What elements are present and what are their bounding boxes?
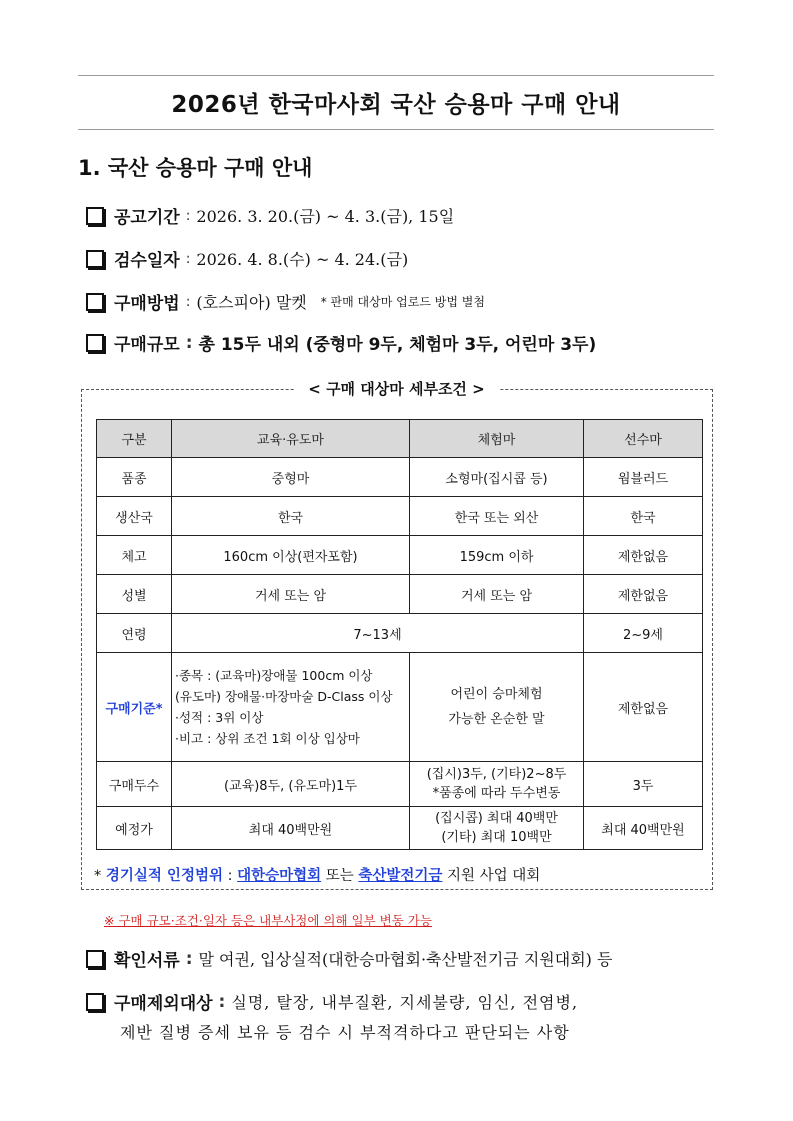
header-experience-horse: 체험마 (410, 420, 584, 458)
table-row-price (97, 807, 703, 850)
footnote-org2: 축산발전기금 (358, 868, 443, 884)
criteria-cell (172, 653, 410, 762)
row-label: 구매두수 (97, 762, 172, 807)
cell: 7~13세 (172, 614, 584, 653)
bullet-documents (86, 946, 612, 971)
document-title: 2026년 한국마사회 국산 승용마 구매 안내 (171, 92, 621, 118)
cell: 제한없음 (584, 575, 703, 614)
cell-line: (집시)3두, (기타)2~8두 (426, 767, 567, 782)
criteria-line: 가능한 온순한 말 (448, 712, 545, 727)
checkbox-bullet-icon (86, 993, 104, 1011)
cell: 거세 또는 암 (410, 575, 584, 614)
header-category: 구분 (97, 420, 172, 458)
criteria-line: ·종목 : (교육마)장애물 100cm 이상 (175, 668, 373, 683)
bullet-period (86, 203, 454, 228)
row-label: 생산국 (97, 497, 172, 536)
cell: 중형마 (172, 458, 410, 497)
inspection-colon: : (185, 250, 191, 267)
table-row-criteria (97, 653, 703, 762)
row-label: 구매기준* (97, 653, 172, 762)
scale-colon: : (185, 332, 193, 353)
period-colon: : (185, 207, 191, 224)
exclusions-continuation: 제반 질병 증세 보유 등 검수 시 부적격하다고 판단되는 사항 (120, 1023, 570, 1042)
period-value: 2026. 3. 20.(금) ~ 4. 3.(금), 15일 (196, 207, 455, 226)
documents-label: 확인서류 (114, 951, 180, 971)
method-value: (호스피아) 말켓 (196, 293, 307, 312)
cell: 한국 (584, 497, 703, 536)
checkbox-bullet-icon (86, 293, 104, 311)
criteria-line: ·성적 : 3위 이상 (175, 710, 264, 725)
exclusions-label: 구매제외대상 (114, 994, 213, 1014)
table-row-height (97, 536, 703, 575)
footnote-colon: : (227, 868, 233, 884)
price-experience-cell (410, 807, 584, 850)
bullet-exclusions (86, 989, 578, 1014)
cell: 한국 또는 외산 (410, 497, 584, 536)
row-label: 체고 (97, 536, 172, 575)
checkbox-bullet-icon (86, 334, 104, 352)
inspection-value: 2026. 4. 8.(수) ~ 4. 24.(금) (196, 250, 409, 269)
count-experience-cell (410, 762, 584, 807)
method-note: * 판매 대상마 업로드 방법 별첨 (320, 295, 485, 309)
change-notice: ※ 구매 규모·조건·일자 등은 내부사정에 의해 일부 변동 가능 (104, 913, 432, 928)
cell: 2~9세 (584, 614, 703, 653)
criteria-line: ·비고 : 상위 조건 1회 이상 입상마 (175, 731, 360, 746)
section-heading: 1. 국산 승용마 구매 안내 (78, 156, 313, 180)
table-header-row (97, 420, 703, 458)
table-row-count (97, 762, 703, 807)
row-label: 예정가 (97, 807, 172, 850)
checkbox-bullet-icon (86, 250, 104, 268)
cell: 160cm 이상(편자포함) (172, 536, 410, 575)
title-top-rule (78, 75, 714, 76)
cell-line: (집시콥) 최대 40백만 (435, 811, 558, 826)
row-label: 성별 (97, 575, 172, 614)
table-row-sex (97, 575, 703, 614)
documents-value: 말 여권, 입상실적(대한승마협회·축산발전기금 지원대회) 등 (198, 950, 613, 969)
cell: 소형마(집시콥 등) (410, 458, 584, 497)
table-row-breed (97, 458, 703, 497)
scale-value: 총 15두 내외 (중형마 9두, 체험마 3두, 어린마 3두) (198, 335, 597, 355)
cell-line: *품종에 따라 두수변동 (432, 786, 561, 801)
footnote-or: 또는 (325, 868, 354, 884)
criteria-line: 어린이 승마체험 (450, 687, 543, 702)
footnote-star: * (94, 868, 102, 884)
criteria-footnote (94, 864, 540, 885)
title-bottom-rule (78, 129, 714, 130)
header-education-horse: 교육·유도마 (172, 420, 410, 458)
header-athlete-horse: 선수마 (584, 420, 703, 458)
row-label: 연령 (97, 614, 172, 653)
cell: 제한없음 (584, 536, 703, 575)
footnote-tail: 지원 사업 대회 (447, 868, 541, 884)
period-label: 공고기간 (114, 208, 180, 228)
cell: 3두 (584, 762, 703, 807)
cell: 웜블러드 (584, 458, 703, 497)
inspection-label: 검수일자 (114, 251, 180, 271)
bullet-method (86, 289, 485, 314)
footnote-label: 경기실적 인정범위 (105, 868, 223, 884)
cell-line: (기타) 최대 10백만 (441, 830, 552, 845)
documents-colon: : (185, 948, 193, 969)
cell: 최대 40백만원 (172, 807, 410, 850)
experience-criteria-cell (410, 653, 584, 762)
row-label: 품종 (97, 458, 172, 497)
criteria-title-text: < 구매 대상마 세부조건 > (294, 380, 498, 398)
table-row-age (97, 614, 703, 653)
cell: 159cm 이하 (410, 536, 584, 575)
cell: 거세 또는 암 (172, 575, 410, 614)
footnote-org1: 대한승마협회 (237, 868, 322, 884)
cell: (교육)8두, (유도마)1두 (172, 762, 410, 807)
bullet-scale (86, 330, 596, 355)
criteria-frame-title (0, 378, 793, 399)
criteria-table (96, 419, 703, 850)
cell: 최대 40백만원 (584, 807, 703, 850)
cell: 제한없음 (584, 653, 703, 762)
checkbox-bullet-icon (86, 207, 104, 225)
exclusions-value: 실명, 탈장, 내부질환, 지세불량, 임신, 전염병, (231, 993, 579, 1012)
scale-label: 구매규모 (114, 335, 180, 355)
method-colon: : (185, 293, 191, 310)
cell: 한국 (172, 497, 410, 536)
method-label: 구매방법 (114, 294, 180, 314)
criteria-line: (유도마) 장애물·마장마술 D-Class 이상 (175, 689, 393, 704)
exclusions-colon: : (218, 991, 226, 1012)
table-row-origin (97, 497, 703, 536)
checkbox-bullet-icon (86, 950, 104, 968)
bullet-inspection (86, 246, 408, 271)
